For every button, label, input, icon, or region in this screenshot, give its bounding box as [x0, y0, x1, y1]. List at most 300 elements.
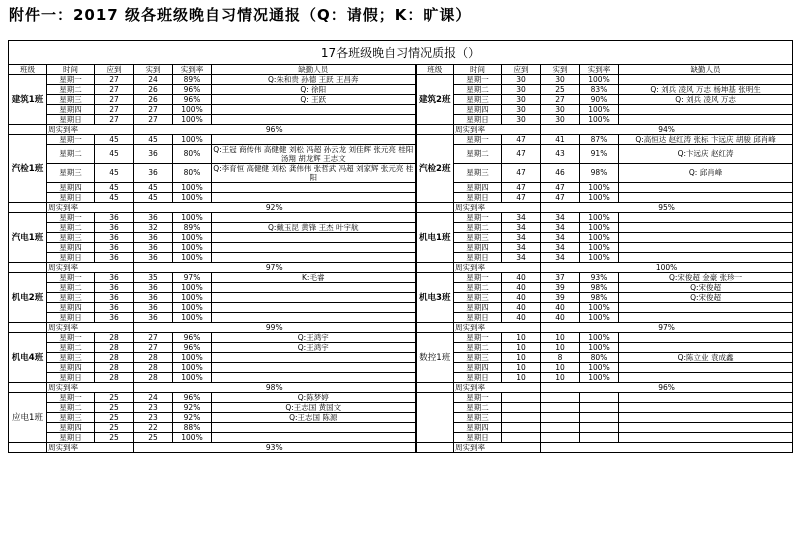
should-attend-cell: [502, 403, 541, 413]
absentees-cell: [212, 193, 416, 203]
day-cell: 星期三: [47, 233, 95, 243]
class-name-cell: 机电1班: [416, 213, 454, 263]
actual-attend-cell: 25: [134, 433, 173, 443]
should-attend-cell: 30: [502, 105, 541, 115]
actual-attend-cell: 23: [134, 403, 173, 413]
absentees-cell: [619, 253, 793, 263]
absentees-cell: [619, 333, 793, 343]
actual-attend-cell: 28: [134, 363, 173, 373]
day-cell: 星期一: [47, 75, 95, 85]
week-rate-label: 周实到率: [47, 323, 134, 333]
absentees-cell: Q:宋俊超: [619, 293, 793, 303]
day-cell: 星期日: [47, 433, 95, 443]
actual-attend-cell: 27: [541, 95, 580, 105]
document-title: 附件一：2017 级各班级晚自习情况通报（Q：请假；K：旷课）: [9, 6, 472, 24]
week-rate-label: 周实到率: [47, 203, 134, 213]
week-rate-value: 96%: [541, 383, 793, 393]
should-attend-cell: 27: [95, 95, 134, 105]
table-row: [9, 115, 793, 125]
actual-attend-cell: 25: [541, 85, 580, 95]
attendance-rate-cell: 100%: [580, 105, 619, 115]
table-row: [9, 373, 793, 383]
day-cell: 星期一: [454, 75, 502, 85]
week-rate-value: 93%: [134, 443, 416, 453]
week-rate-row: [9, 443, 793, 453]
day-cell: 星期四: [47, 105, 95, 115]
should-attend-cell: [502, 413, 541, 423]
week-rate-row: [9, 323, 793, 333]
actual-attend-cell: 32: [134, 223, 173, 233]
should-attend-cell: 36: [95, 303, 134, 313]
attendance-rate-cell: 96%: [173, 95, 212, 105]
actual-attend-cell: 30: [541, 75, 580, 85]
absentees-cell: [212, 303, 416, 313]
table-row: [9, 393, 793, 403]
absentees-cell: [619, 393, 793, 403]
absentees-cell: [619, 183, 793, 193]
should-attend-cell: 28: [95, 343, 134, 353]
should-attend-cell: 36: [95, 213, 134, 223]
day-cell: 星期三: [454, 353, 502, 363]
attendance-rate-cell: 100%: [173, 183, 212, 193]
actual-attend-cell: 41: [541, 135, 580, 145]
absentees-cell: [212, 373, 416, 383]
attendance-rate-cell: 92%: [173, 403, 212, 413]
table-caption: 17各班级晚自习情况质报（）: [9, 41, 793, 65]
week-rate-value: 94%: [541, 125, 793, 135]
actual-attend-cell: 36: [134, 253, 173, 263]
attendance-rate-cell: 89%: [173, 223, 212, 233]
attendance-rate-cell: 100%: [173, 105, 212, 115]
header-class-right: 班级: [416, 65, 454, 75]
absentees-cell: Q:王鸿宇: [212, 343, 416, 353]
should-attend-cell: 10: [502, 363, 541, 373]
attendance-rate-cell: [580, 423, 619, 433]
absentees-cell: K:毛睿: [212, 273, 416, 283]
should-attend-cell: 25: [95, 433, 134, 443]
attendance-rate-cell: 100%: [580, 333, 619, 343]
day-cell: 星期三: [454, 293, 502, 303]
absentees-cell: Q:李育恒 高健健 刘松 龚伟伟 张哲武 冯超 刘家辉 张元亮 桂阳: [212, 164, 416, 183]
day-cell: 星期四: [454, 243, 502, 253]
week-rate-label: 周实到率: [454, 383, 541, 393]
day-cell: 星期日: [454, 373, 502, 383]
class-name-cell: 建筑1班: [9, 75, 47, 125]
day-cell: 星期二: [454, 223, 502, 233]
header-should-left: 应到: [95, 65, 134, 75]
should-attend-cell: 36: [95, 313, 134, 323]
attendance-rate-cell: 100%: [173, 313, 212, 323]
absentees-cell: Q:卞远庆 赵红涛: [619, 145, 793, 164]
absentees-cell: [619, 233, 793, 243]
day-cell: 星期三: [47, 413, 95, 423]
table-row: [9, 233, 793, 243]
day-cell: 星期一: [454, 333, 502, 343]
day-cell: 星期日: [454, 193, 502, 203]
day-cell: 星期四: [454, 363, 502, 373]
attendance-rate-cell: 100%: [580, 233, 619, 243]
attendance-rate-cell: 100%: [580, 343, 619, 353]
day-cell: 星期一: [47, 393, 95, 403]
table-row: [9, 135, 793, 145]
actual-attend-cell: 23: [134, 413, 173, 423]
should-attend-cell: [502, 393, 541, 403]
absentees-cell: [212, 253, 416, 263]
week-rate-value: [541, 443, 793, 453]
day-cell: 星期日: [454, 313, 502, 323]
attendance-rate-cell: 98%: [580, 164, 619, 183]
table-row: [9, 363, 793, 373]
header-rate-right: 实到率: [580, 65, 619, 75]
day-cell: 星期三: [47, 293, 95, 303]
absentees-cell: Q:高恒达 赵红涛 张标 卞远庆 胡骏 邱肖峰: [619, 135, 793, 145]
attendance-rate-cell: 87%: [580, 135, 619, 145]
attendance-rate-cell: 100%: [173, 243, 212, 253]
should-attend-cell: 36: [95, 253, 134, 263]
day-cell: 星期四: [47, 303, 95, 313]
attendance-rate-cell: [580, 433, 619, 443]
absentees-cell: Q:王冠 商传伟 高健健 刘松 冯超 孙云龙 刘佳辉 张元亮 桂阳 汤翔 胡龙辉 王志文: [212, 145, 416, 164]
week-rate-label: 周实到率: [47, 443, 134, 453]
absentees-cell: Q:陈梦婷: [212, 393, 416, 403]
attendance-rate-cell: 80%: [580, 353, 619, 363]
should-attend-cell: 10: [502, 353, 541, 363]
table-row: [9, 253, 793, 263]
actual-attend-cell: 40: [541, 313, 580, 323]
header-actual-left: 实到: [134, 65, 173, 75]
actual-attend-cell: 8: [541, 353, 580, 363]
actual-attend-cell: 10: [541, 373, 580, 383]
actual-attend-cell: 27: [134, 105, 173, 115]
week-rate-label: 周实到率: [47, 383, 134, 393]
week-rate-row: [9, 383, 793, 393]
day-cell: 星期日: [454, 115, 502, 125]
week-rate-value: 98%: [134, 383, 416, 393]
header-absent-left: 缺勤人员: [212, 65, 416, 75]
absentees-cell: [619, 115, 793, 125]
attendance-rate-cell: 100%: [580, 115, 619, 125]
should-attend-cell: 45: [95, 145, 134, 164]
actual-attend-cell: [541, 393, 580, 403]
absentees-cell: [619, 243, 793, 253]
actual-attend-cell: 24: [134, 75, 173, 85]
day-cell: 星期四: [454, 183, 502, 193]
actual-attend-cell: 46: [541, 164, 580, 183]
table-row: [9, 403, 793, 413]
attendance-rate-cell: [580, 413, 619, 423]
absentees-cell: [619, 223, 793, 233]
actual-attend-cell: 36: [134, 293, 173, 303]
attendance-rate-cell: 96%: [173, 85, 212, 95]
absentees-cell: [212, 183, 416, 193]
absentees-cell: [619, 373, 793, 383]
week-rate-blank-cell: [416, 263, 454, 273]
should-attend-cell: 47: [502, 145, 541, 164]
actual-attend-cell: 40: [541, 303, 580, 313]
attendance-rate-cell: 100%: [580, 253, 619, 263]
absentees-cell: Q: 刘兵 凌风 万志: [619, 95, 793, 105]
should-attend-cell: [502, 433, 541, 443]
attendance-rate-cell: 100%: [173, 433, 212, 443]
day-cell: 星期三: [47, 164, 95, 183]
should-attend-cell: 27: [95, 115, 134, 125]
actual-attend-cell: 10: [541, 343, 580, 353]
should-attend-cell: 34: [502, 233, 541, 243]
day-cell: 星期二: [47, 223, 95, 233]
week-rate-value: 97%: [134, 263, 416, 273]
actual-attend-cell: 36: [134, 145, 173, 164]
actual-attend-cell: 35: [134, 273, 173, 283]
day-cell: 星期三: [454, 95, 502, 105]
table-row: [9, 243, 793, 253]
should-attend-cell: 47: [502, 193, 541, 203]
should-attend-cell: 45: [95, 193, 134, 203]
attendance-rate-cell: [580, 393, 619, 403]
attendance-rate-cell: 100%: [173, 353, 212, 363]
actual-attend-cell: 10: [541, 363, 580, 373]
actual-attend-cell: 36: [134, 164, 173, 183]
actual-attend-cell: 34: [541, 253, 580, 263]
table-row: [9, 413, 793, 423]
attendance-rate-cell: 100%: [580, 213, 619, 223]
attendance-rate-cell: 100%: [173, 135, 212, 145]
class-name-cell: 应电1班: [9, 393, 47, 443]
attendance-rate-cell: 100%: [173, 233, 212, 243]
day-cell: 星期二: [454, 403, 502, 413]
actual-attend-cell: 30: [541, 115, 580, 125]
actual-attend-cell: 36: [134, 313, 173, 323]
actual-attend-cell: 36: [134, 283, 173, 293]
attendance-rate-cell: 83%: [580, 85, 619, 95]
absentees-cell: Q:王志国 黄国文: [212, 403, 416, 413]
should-attend-cell: 30: [502, 95, 541, 105]
should-attend-cell: 34: [502, 223, 541, 233]
attendance-rate-cell: 96%: [173, 343, 212, 353]
attendance-rate-cell: 100%: [173, 303, 212, 313]
class-name-cell: [416, 393, 454, 443]
day-cell: 星期日: [47, 193, 95, 203]
should-attend-cell: 36: [95, 243, 134, 253]
should-attend-cell: 25: [95, 403, 134, 413]
should-attend-cell: 45: [95, 135, 134, 145]
should-attend-cell: 10: [502, 333, 541, 343]
week-rate-blank-cell: [416, 323, 454, 333]
header-class-left: 班级: [9, 65, 47, 75]
week-rate-value: 92%: [134, 203, 416, 213]
should-attend-cell: 30: [502, 115, 541, 125]
table-row: [9, 353, 793, 363]
week-rate-value: 95%: [541, 203, 793, 213]
table-row: [9, 333, 793, 343]
absentees-cell: Q:戴玉昆 黄锋 王杰 叶宇航: [212, 223, 416, 233]
absentees-cell: [619, 343, 793, 353]
should-attend-cell: 10: [502, 343, 541, 353]
week-rate-blank-cell: [416, 203, 454, 213]
actual-attend-cell: [541, 433, 580, 443]
should-attend-cell: 28: [95, 353, 134, 363]
absentees-cell: [619, 423, 793, 433]
actual-attend-cell: 36: [134, 303, 173, 313]
absentees-cell: Q: 徐阳: [212, 85, 416, 95]
class-name-cell: 汽检1班: [9, 135, 47, 203]
actual-attend-cell: 26: [134, 95, 173, 105]
absentees-cell: [212, 293, 416, 303]
absentees-cell: [212, 353, 416, 363]
table-row: [9, 313, 793, 323]
week-rate-value: 96%: [134, 125, 416, 135]
actual-attend-cell: 36: [134, 213, 173, 223]
attendance-rate-cell: 90%: [580, 95, 619, 105]
actual-attend-cell: 24: [134, 393, 173, 403]
week-rate-blank-cell: [9, 323, 47, 333]
actual-attend-cell: 37: [541, 273, 580, 283]
table-row: [9, 423, 793, 433]
day-cell: 星期一: [47, 213, 95, 223]
actual-attend-cell: [541, 413, 580, 423]
absentees-cell: Q: 邱肖峰: [619, 164, 793, 183]
week-rate-row: [9, 203, 793, 213]
absentees-cell: [619, 313, 793, 323]
day-cell: 星期一: [454, 135, 502, 145]
class-name-cell: 机电3班: [416, 273, 454, 323]
day-cell: 星期二: [47, 145, 95, 164]
table-row: [9, 164, 793, 183]
day-cell: 星期一: [47, 333, 95, 343]
day-cell: 星期二: [47, 343, 95, 353]
attendance-rate-cell: 98%: [580, 283, 619, 293]
day-cell: 星期日: [47, 253, 95, 263]
actual-attend-cell: 27: [134, 343, 173, 353]
day-cell: 星期二: [454, 283, 502, 293]
should-attend-cell: 25: [95, 413, 134, 423]
absentees-cell: [619, 213, 793, 223]
table-row: [9, 213, 793, 223]
day-cell: 星期四: [454, 423, 502, 433]
actual-attend-cell: [541, 403, 580, 413]
actual-attend-cell: 26: [134, 85, 173, 95]
week-rate-blank-cell: [9, 383, 47, 393]
should-attend-cell: 34: [502, 213, 541, 223]
actual-attend-cell: 45: [134, 193, 173, 203]
should-attend-cell: 45: [95, 164, 134, 183]
absentees-cell: [619, 363, 793, 373]
day-cell: 星期三: [47, 353, 95, 363]
day-cell: 星期一: [454, 213, 502, 223]
table-row: [9, 95, 793, 105]
absentees-cell: [212, 213, 416, 223]
actual-attend-cell: 47: [541, 193, 580, 203]
absentees-cell: [212, 105, 416, 115]
table-row: [9, 303, 793, 313]
attendance-rate-cell: 98%: [580, 293, 619, 303]
table-row: [9, 145, 793, 164]
actual-attend-cell: 28: [134, 353, 173, 363]
week-rate-value: 97%: [541, 323, 793, 333]
should-attend-cell: 28: [95, 333, 134, 343]
should-attend-cell: 36: [95, 293, 134, 303]
actual-attend-cell: 39: [541, 293, 580, 303]
absentees-cell: Q:陈立业 袁成鑫: [619, 353, 793, 363]
day-cell: 星期二: [47, 85, 95, 95]
should-attend-cell: 25: [95, 423, 134, 433]
class-name-cell: 建筑2班: [416, 75, 454, 125]
week-rate-value: 100%: [541, 263, 793, 273]
attendance-rate-cell: 100%: [580, 363, 619, 373]
should-attend-cell: 30: [502, 85, 541, 95]
header-actual-right: 实到: [541, 65, 580, 75]
header-absent-right: 缺勤人员: [619, 65, 793, 75]
attendance-rate-cell: 100%: [580, 243, 619, 253]
day-cell: 星期二: [454, 145, 502, 164]
should-attend-cell: 40: [502, 303, 541, 313]
actual-attend-cell: 34: [541, 213, 580, 223]
absentees-cell: [212, 283, 416, 293]
absentees-cell: [619, 413, 793, 423]
day-cell: 星期一: [454, 393, 502, 403]
should-attend-cell: 27: [95, 85, 134, 95]
week-rate-blank-cell: [416, 443, 454, 453]
table-row: [9, 85, 793, 95]
attendance-rate-cell: 100%: [173, 253, 212, 263]
table-row: [9, 293, 793, 303]
attendance-rate-cell: 100%: [580, 373, 619, 383]
week-rate-value: 99%: [134, 323, 416, 333]
actual-attend-cell: 47: [541, 183, 580, 193]
actual-attend-cell: 10: [541, 333, 580, 343]
should-attend-cell: 47: [502, 183, 541, 193]
attendance-rate-cell: 100%: [173, 193, 212, 203]
header-should-right: 应到: [502, 65, 541, 75]
attendance-rate-cell: 96%: [173, 393, 212, 403]
absentees-cell: [212, 313, 416, 323]
day-cell: 星期三: [454, 413, 502, 423]
attendance-rate-cell: 93%: [580, 273, 619, 283]
attendance-rate-cell: [580, 403, 619, 413]
attendance-rate-cell: 100%: [580, 303, 619, 313]
day-cell: 星期三: [47, 95, 95, 105]
attendance-rate-cell: 100%: [173, 283, 212, 293]
attendance-rate-cell: 80%: [173, 145, 212, 164]
day-cell: 星期四: [47, 243, 95, 253]
header-time-left: 时间: [47, 65, 95, 75]
week-rate-label: 周实到率: [47, 125, 134, 135]
table-row: [9, 283, 793, 293]
attendance-rate-cell: 88%: [173, 423, 212, 433]
absentees-cell: Q: 刘兵 凌风 万志 杨坤基 张明生: [619, 85, 793, 95]
absentees-cell: [212, 433, 416, 443]
day-cell: 星期一: [47, 135, 95, 145]
table-row: [9, 183, 793, 193]
actual-attend-cell: 34: [541, 243, 580, 253]
actual-attend-cell: 22: [134, 423, 173, 433]
attendance-rate-cell: 80%: [173, 164, 212, 183]
actual-attend-cell: 34: [541, 223, 580, 233]
header-row: [9, 65, 793, 75]
class-name-cell: 汽电1班: [9, 213, 47, 263]
absentees-cell: [212, 423, 416, 433]
absentees-cell: Q: 王跃: [212, 95, 416, 105]
absentees-cell: Q:王鸿宇: [212, 333, 416, 343]
table-row: [9, 433, 793, 443]
attendance-rate-cell: 100%: [173, 213, 212, 223]
actual-attend-cell: 34: [541, 233, 580, 243]
header-time-right: 时间: [454, 65, 502, 75]
attendance-rate-cell: 100%: [580, 193, 619, 203]
header-rate-left: 实到率: [173, 65, 212, 75]
table-row: [9, 75, 793, 85]
should-attend-cell: 10: [502, 373, 541, 383]
absentees-cell: [212, 233, 416, 243]
